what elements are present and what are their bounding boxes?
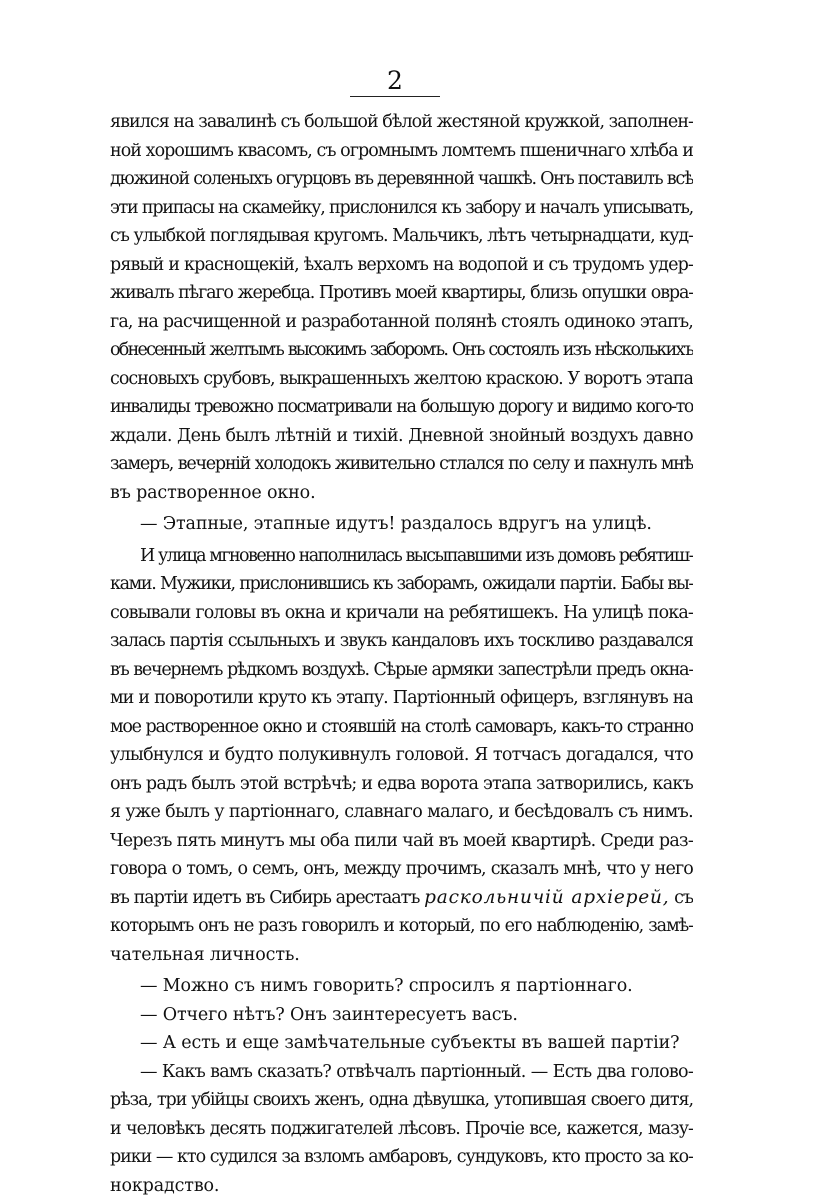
text-line: сосновыхъ срубовъ, выкрашенныхъ желтою краскою. У воротъ этапа <box>110 365 693 394</box>
text-line: я уже былъ у партіоннаго, славнаго малаго, и бесѣдовалъ съ нимъ. <box>110 798 693 827</box>
text-line: въ растворенное окно. <box>110 479 693 508</box>
text-fragment: въ партіи идетъ въ Сибирь арестаатъ <box>110 888 419 908</box>
text-line: — Отчего нѣтъ? Онъ заинтересуетъ васъ. <box>110 1001 693 1030</box>
text-line-with-emphasis <box>110 884 693 913</box>
text-line: совывали головы въ окна и кричали на ребятишекъ. На улицѣ пока- <box>110 599 693 628</box>
text-line: залась партія ссыльныхъ и звукъ кандаловъ ихъ тоскливо раздавался <box>110 627 693 656</box>
text-line: ждали. День былъ лѣтній и тихій. Дневной знойный воздухъ давно <box>110 422 693 451</box>
text-line: замеръ, вечерній холодокъ живительно стлался по селу и пахнулъ мнѣ <box>110 450 693 479</box>
text-line: ми и поворотили круто къ этапу. Партіонный офицеръ, взглянувъ на <box>110 684 693 713</box>
text-line: рики — кто судился за взломъ амбаровъ, сундуковъ, кто просто за ко- <box>110 1143 693 1172</box>
text-line: съ улыбкой поглядывая кругомъ. Мальчикъ, лѣтъ четырнадцати, куд- <box>110 222 693 251</box>
text-line: га, на расчищенной и разработанной полянѣ стоялъ одиноко этапъ, <box>110 308 693 337</box>
text-line: явился на завалинѣ съ большой бѣлой жестяной кружкой, заполнен- <box>110 108 693 137</box>
text-line: ками. Мужики, прислонившись къ заборамъ, ожидали партіи. Бабы вы- <box>110 570 693 599</box>
text-line: — А есть и еще замѣчательные субъекты въ вашей партіи? <box>110 1029 693 1058</box>
page-number-value: 2 <box>387 66 403 95</box>
text-fragment: съ <box>674 888 693 908</box>
text-line: эти припасы на скамейку, прислонился къ забору и началъ уписывать, <box>110 194 693 223</box>
text-line: рѣза, три убійцы своихъ женъ, одна дѣвушка, утопившая своего дитя, <box>110 1086 693 1115</box>
body-text <box>110 108 693 1200</box>
text-line: Черезъ пять минутъ мы оба пили чай въ моей квартирѣ. Среди раз- <box>110 827 693 856</box>
text-line: улыбнулся и будто полукивнулъ головой. Я тотчасъ догадался, что <box>110 741 693 770</box>
text-line: живалъ пѣгаго жеребца. Противъ моей квартиры, близь опушки овра- <box>110 279 693 308</box>
text-line: — Можно съ нимъ говорить? спросилъ я партіоннаго. <box>110 972 693 1001</box>
text-line: ной хорошимъ квасомъ, съ огромнымъ ломтемъ пшеничнаго хлѣба и <box>110 137 693 166</box>
text-line: и человѣкъ десять поджигателей лѣсовъ. Прочіе все, кажется, мазу- <box>110 1115 693 1144</box>
text-line: — Какъ вамъ сказать? отвѣчалъ партіонный. — Есть два голово- <box>110 1058 693 1087</box>
text-line: говора о томъ, о семъ, онъ, между прочимъ, сказалъ мнѣ, что у него <box>110 855 693 884</box>
text-line: обнесенный желтымъ высокимъ заборомъ. Онъ состоялъ изъ нѣсколькихъ <box>110 336 693 365</box>
text-line: — Этапные, этапные идутъ! раздалось вдругъ на улицѣ. <box>110 510 693 539</box>
page-number <box>350 66 440 97</box>
text-line: въ вечернемъ рѣдкомъ воздухѣ. Сѣрые армяки запестрѣли предъ окна- <box>110 656 693 685</box>
text-line: которымъ онъ не разъ говорилъ и который, по его наблюденію, замѣ- <box>110 912 693 941</box>
text-line: дюжиной соленыхъ огурцовъ въ деревянной чашкѣ. Онъ поставилъ всѣ <box>110 165 693 194</box>
text-line: онъ радъ былъ этой встрѣчѣ; и едва ворота этапа затворились, какъ <box>110 770 693 799</box>
page-number-rule <box>350 96 440 97</box>
text-line: мое растворенное окно и стоявшій на столѣ самоваръ, какъ-то странно <box>110 713 693 742</box>
text-line: чательная личность. <box>110 941 693 970</box>
text-line: И улица мгновенно наполнилась высыпавшими изъ домовъ ребятиш- <box>110 542 693 571</box>
text-line: рявый и краснощекій, ѣхалъ верхомъ на водопой и съ трудомъ удер- <box>110 251 693 280</box>
text-line: инвалиды тревожно посматривали на большую дорогу и видимо кого-то <box>110 393 693 422</box>
text-line: нокрадство. <box>110 1172 693 1200</box>
emphasized-phrase: раскольничій архіерей, <box>424 887 669 908</box>
